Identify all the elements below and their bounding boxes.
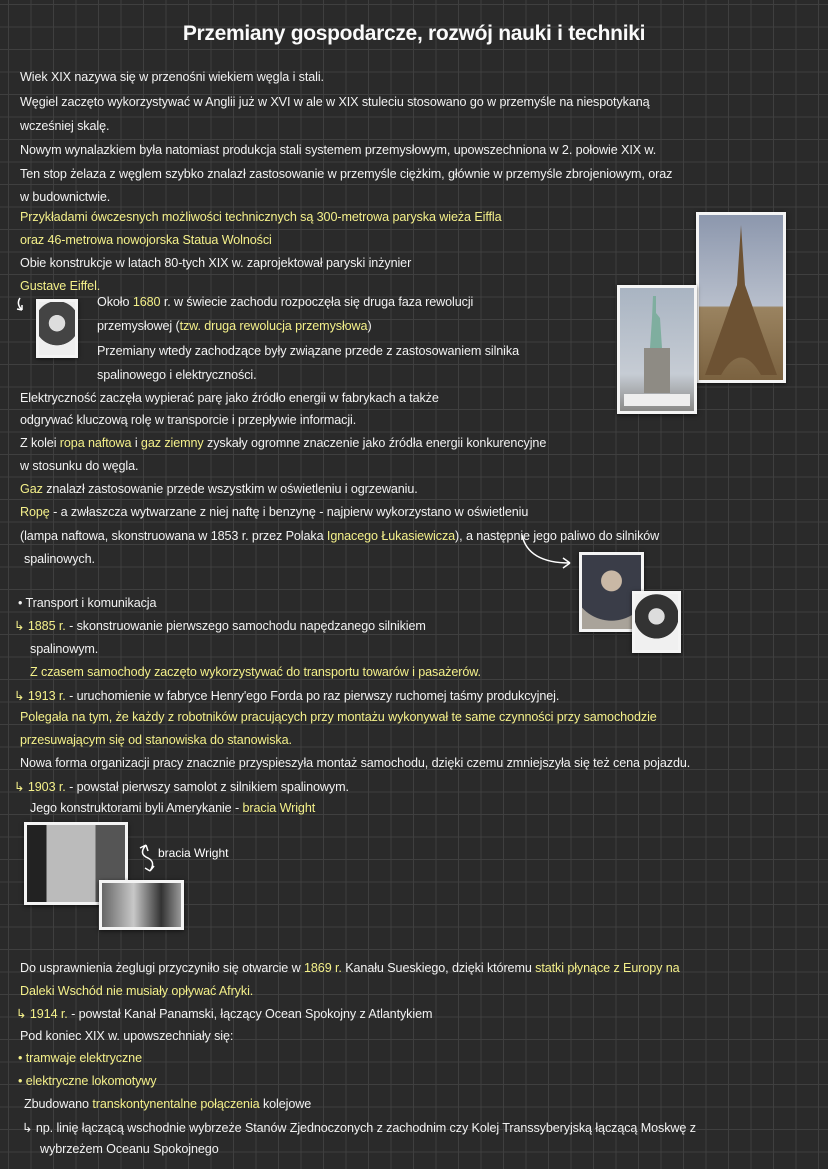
- note-line: [14, 618, 426, 633]
- wright-brothers-caption: bracia Wright: [158, 846, 229, 860]
- note-text: - powstał Kanał Panamski, łączący Ocean Spokojny z Atlantykiem: [67, 1007, 433, 1021]
- highlighted-text: Przykładami ówczesnych możliwości technicznych są 300-metrowa paryska wieża Eiffla: [20, 210, 502, 224]
- note-text: spalinowych.: [24, 552, 95, 566]
- highlighted-text: gaz ziemny: [140, 436, 204, 450]
- note-line: [20, 190, 110, 204]
- highlighted-text: Daleki Wschód nie musiały opływać Afryki.: [20, 984, 254, 998]
- highlighted-text: Gustave Eiffel.: [20, 279, 101, 293]
- wright-brothers-photo-2: [99, 880, 184, 930]
- highlighted-text: 1869 r.: [304, 961, 342, 975]
- highlighted-text: Gaz: [20, 482, 43, 496]
- note-line: [20, 710, 657, 724]
- note-text: kolejowe: [259, 1097, 312, 1111]
- note-line: [20, 482, 418, 496]
- highlighted-text: Ropę: [20, 505, 50, 519]
- note-text: - skonstruowanie pierwszego samochodu napędzanego silnikiem: [65, 619, 426, 633]
- note-text: wybrzeżem Oceanu Spokojnego: [40, 1142, 219, 1156]
- highlighted-text: transkontynentalne połączenia: [92, 1097, 260, 1111]
- note-line: [40, 1142, 219, 1156]
- note-line: [20, 256, 411, 270]
- note-text: Węgiel zaczęto wykorzystywać w Anglii już w XVI w ale w XIX stuleciu stosowano go w przemyśle na niespotykaną: [20, 95, 650, 109]
- statue-of-liberty-photo: [617, 285, 697, 414]
- arrow-icon: [14, 296, 34, 316]
- note-line: [20, 459, 138, 473]
- note-text: Około: [97, 295, 133, 309]
- note-line: [97, 344, 519, 358]
- note-line: [18, 596, 156, 610]
- note-text: Z kolei: [20, 436, 60, 450]
- highlighted-text: Ignacego Łukasiewicza: [326, 529, 456, 543]
- note-line: [20, 391, 439, 405]
- note-line: [20, 505, 528, 519]
- highlighted-text: oraz 46-metrowa nowojorska Statua Wolności: [20, 233, 272, 247]
- double-arrow-icon: [136, 842, 158, 874]
- note-text: Obie konstrukcje w latach 80-tych XIX w. zaprojektował paryski inżynier: [20, 256, 412, 270]
- highlighted-text: 1680: [132, 295, 161, 309]
- note-line: [20, 1029, 233, 1043]
- highlighted-text: ropa naftowa: [59, 436, 132, 450]
- note-line: [30, 642, 98, 656]
- note-text: przemysłowej (: [97, 319, 180, 333]
- note-line: [20, 984, 253, 998]
- note-text: Kanału Sueskiego, dzięki któremu: [341, 961, 536, 975]
- highlighted-text: tzw. druga rewolucja przemysłowa: [179, 319, 368, 333]
- note-line: [20, 233, 272, 247]
- note-text: Wiek XIX nazywa się w przenośni wiekiem węgla i stali.: [20, 70, 324, 84]
- highlighted-text: • tramwaje elektryczne: [18, 1051, 142, 1065]
- note-line: [30, 801, 315, 815]
- note-text: - a zwłaszcza wytwarzane z niej naftę i benzynę - najpierw wykorzystano w oświetleniu: [49, 505, 529, 519]
- note-line: [97, 295, 473, 309]
- note-text: Nowym wynalazkiem była natomiast produkcja stali systemem przemysłowym, upowszechniona w 2. połowie XIX w.: [20, 143, 657, 157]
- note-text: ): [367, 319, 372, 333]
- gustave-eiffel-portrait: [36, 299, 78, 358]
- note-line: [14, 688, 559, 703]
- note-text: - uruchomienie w fabryce Henry'ego Forda po raz pierwszy ruchomej taśmy produkcyjnej.: [65, 689, 560, 703]
- note-line: [20, 413, 356, 427]
- note-text: ), a następnie jego paliwo do silników: [455, 529, 660, 543]
- note-text: Ten stop żelaza z węglem szybko znalazł zastosowanie w przemyśle ciężkim, głównie w przemyśle zbrojeniowym, oraz: [20, 167, 673, 181]
- highlighted-text: statki płynące z Europy na: [535, 961, 680, 975]
- note-text: Jego konstruktorami byli Amerykanie -: [30, 801, 243, 815]
- note-text: Do usprawnienia żeglugi przyczyniło się otwarcie w: [20, 961, 304, 975]
- note-text: - powstał pierwszy samolot z silnikiem spalinowym.: [65, 780, 349, 794]
- note-text: znalazł zastosowanie przede wszystkim w oświetleniu i ogrzewaniu.: [42, 482, 418, 496]
- note-line: [24, 1097, 311, 1111]
- note-text: ↳ np. linię łączącą wschodnie wybrzeże Stanów Zjednoczonych z zachodnim czy Kolej Transsyberyjską łączącą Moskwę z: [22, 1121, 696, 1135]
- note-text: w stosunku do węgla.: [20, 459, 139, 473]
- note-line: [97, 368, 257, 382]
- note-text: zyskały ogromne znaczenie jako źródła energii konkurencyjne: [203, 436, 547, 450]
- note-text: Pod koniec XIX w. upowszechniały się:: [20, 1029, 234, 1043]
- note-line: [20, 279, 100, 293]
- note-text: w budownictwie.: [20, 190, 111, 204]
- note-line: [20, 436, 546, 450]
- note-line: [20, 70, 324, 84]
- note-line: [24, 552, 95, 566]
- highlighted-text: • elektryczne lokomotywy: [18, 1074, 157, 1088]
- note-text: Przemiany wtedy zachodzące były związane przede z zastosowaniem silnika: [97, 344, 519, 358]
- note-text: Nowa forma organizacji pracy znacznie przyspieszyła montaż samochodu, dzięki czemu zmniejszyła się też cena pojazdu.: [20, 756, 691, 770]
- highlighted-text: Polegała na tym, że każdy z robotników pracujących przy montażu wykonywał te same czynności przy samochodzie: [20, 710, 657, 724]
- note-text: r. w świecie zachodu rozpoczęła się druga faza rewolucji: [160, 295, 474, 309]
- note-line: [20, 210, 502, 224]
- note-line: [97, 319, 372, 333]
- note-text: (lampa naftowa, skonstruowana w 1853 r. przez Polaka: [20, 529, 327, 543]
- note-text: Elektryczność zaczęła wypierać parę jako źródło energii w fabrykach a także: [20, 391, 439, 405]
- note-line: [20, 167, 672, 181]
- highlighted-text: ↳ 1914 r.: [16, 1007, 68, 1021]
- eiffel-tower-photo: [696, 212, 786, 383]
- highlighted-text: ↳ 1885 r.: [14, 619, 66, 633]
- note-line: [20, 733, 292, 747]
- note-line: [30, 665, 481, 679]
- highlighted-text: ↳ 1903 r.: [14, 780, 66, 794]
- note-text: i: [131, 436, 141, 450]
- highlighted-text: bracia Wright: [242, 801, 316, 815]
- note-text: wcześniej skalę.: [20, 119, 110, 133]
- note-text: • Transport i komunikacja: [18, 596, 157, 610]
- note-line: [16, 1006, 432, 1021]
- lukasiewicz-portrait-2: [632, 591, 681, 653]
- note-text: spalinowym.: [30, 642, 99, 656]
- note-line: [20, 961, 680, 975]
- note-text: odgrywać kluczową rolę w transporcie i przepływie informacji.: [20, 413, 357, 427]
- note-text: spalinowego i elektryczności.: [97, 368, 257, 382]
- note-text: Zbudowano: [24, 1097, 93, 1111]
- note-line: [20, 143, 656, 157]
- highlighted-text: Z czasem samochody zaczęto wykorzystywać do transportu towarów i pasażerów.: [30, 665, 481, 679]
- note-line: [18, 1051, 142, 1065]
- curved-arrow-icon: [518, 533, 578, 573]
- note-line: [20, 95, 650, 109]
- highlighted-text: ↳ 1913 r.: [14, 689, 66, 703]
- note-line: [20, 119, 109, 133]
- page-title: Przemiany gospodarcze, rozwój nauki i techniki: [182, 22, 646, 45]
- note-line: [18, 1074, 157, 1088]
- note-line: [14, 779, 349, 794]
- highlighted-text: przesuwającym się od stanowiska do stanowiska.: [20, 733, 292, 747]
- note-line: [22, 1120, 696, 1135]
- note-line: [20, 756, 690, 770]
